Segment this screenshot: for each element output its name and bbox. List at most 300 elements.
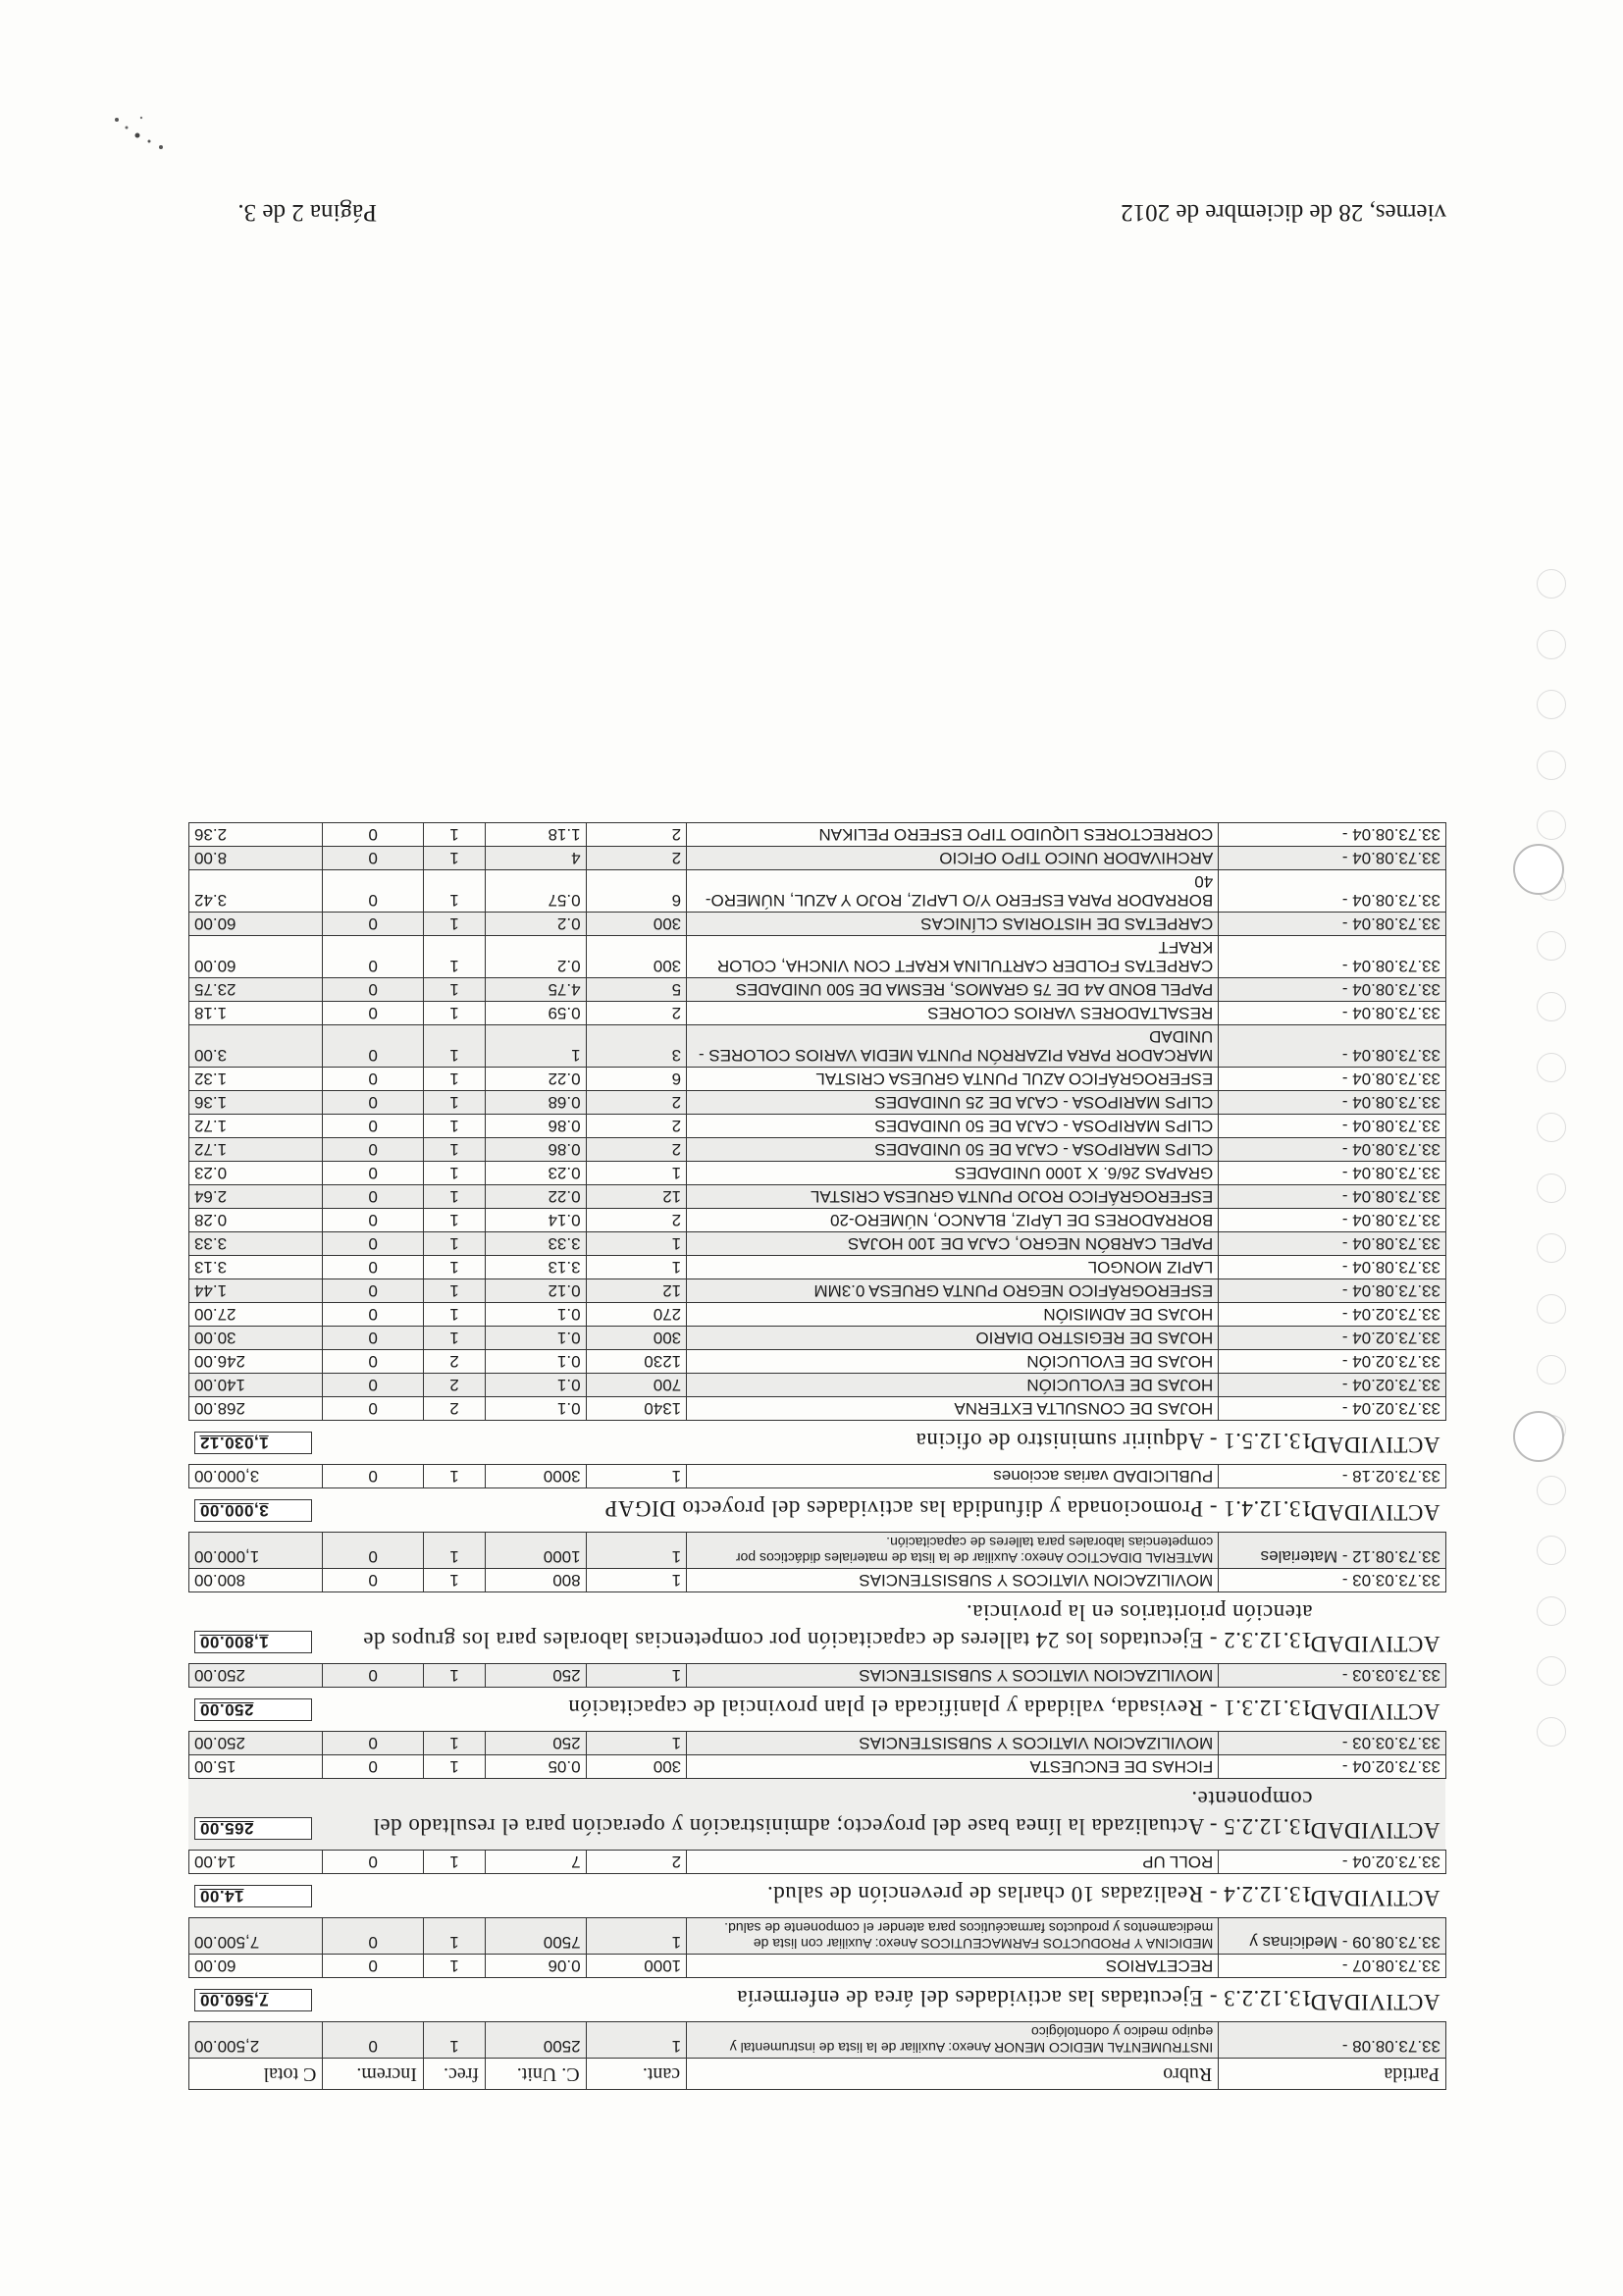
cell-increm: 0 — [323, 1533, 424, 1569]
cell-frec: 1 — [423, 1256, 485, 1279]
cell-ctotal: 250.00 — [189, 1732, 323, 1755]
footer-page-number: Página 2 de 3. — [237, 199, 377, 226]
activity-row — [189, 1488, 1446, 1533]
activity-description: 13.12.2.5 - Actualizada la línea base del proyecto; administración y operación para el resultado del componente. — [372, 1787, 1313, 1839]
table-row — [189, 823, 1446, 847]
cell-ctotal: 246.00 — [189, 1350, 323, 1374]
cell-cant: 12 — [586, 1185, 687, 1209]
cell-partida: 33.73.02.04 - — [1219, 1303, 1446, 1327]
cell-cant: 300 — [586, 1327, 687, 1350]
cell-increm: 0 — [323, 1374, 424, 1397]
cell-rubro: HOJAS DE REGISTRO DIARIO — [687, 1327, 1219, 1350]
cell-increm: 0 — [323, 1569, 424, 1592]
cell-increm: 0 — [323, 1256, 424, 1279]
activity-row — [189, 1592, 1446, 1664]
cell-cant: 1 — [586, 1162, 687, 1185]
cell-increm: 0 — [323, 1732, 424, 1755]
cell-cunit: 800 — [486, 1569, 587, 1592]
cell-rubro: PAPEL BOND A4 DE 75 GRAMOS, RESMA DE 500 UNIDADES — [687, 978, 1219, 1002]
table-row — [189, 1397, 1446, 1421]
cell-cunit: 0.23 — [486, 1162, 587, 1185]
cell-partida: 33.73.03.03 - — [1219, 1569, 1446, 1592]
activity-description: 13.12.5.1 - Adquirir suministro de oficina — [916, 1429, 1313, 1453]
cell-increm: 0 — [323, 1755, 424, 1779]
cell-rubro: RESALTADORES VARIOS COLORES — [687, 1002, 1219, 1025]
table-row — [189, 1279, 1446, 1303]
activity-total: 1,030.12 — [195, 1432, 313, 1454]
cell-cant: 1000 — [586, 1955, 687, 1978]
cell-increm: 0 — [323, 2022, 424, 2059]
activity-cell — [189, 1592, 1446, 1664]
activity-total: 14.00 — [195, 1885, 313, 1907]
cell-cunit: 0.1 — [486, 1374, 587, 1397]
cell-partida: 33.73.02.04 - — [1219, 1350, 1446, 1374]
cell-ctotal: 2,500.00 — [189, 2022, 323, 2059]
table-row — [189, 1115, 1446, 1138]
cell-cunit: 0.05 — [486, 1755, 587, 1779]
cell-rubro: LAPIZ MONGOL — [687, 1256, 1219, 1279]
cell-cunit: 0.57 — [486, 870, 587, 913]
cell-cunit: 250 — [486, 1732, 587, 1755]
cell-increm: 0 — [323, 936, 424, 978]
cell-frec: 2 — [423, 1374, 485, 1397]
cell-rubro: ROLL UP — [687, 1851, 1219, 1874]
binder-ring-marks — [1517, 569, 1566, 1747]
table-row — [189, 1327, 1446, 1350]
table-row — [189, 1569, 1446, 1592]
cell-partida: 33.73.08.04 - — [1219, 1279, 1446, 1303]
cell-cant: 1 — [586, 1918, 687, 1955]
cell-ctotal: 0.28 — [189, 1209, 323, 1232]
activity-cell — [189, 1488, 1446, 1533]
cell-increm: 0 — [323, 1002, 424, 1025]
cell-frec: 1 — [423, 1955, 485, 1978]
cell-partida: 33.73.08.04 - — [1219, 1002, 1446, 1025]
cell-frec: 1 — [423, 1918, 485, 1955]
table-row — [189, 1303, 1446, 1327]
cell-increm: 0 — [323, 870, 424, 913]
cell-frec: 1 — [423, 978, 485, 1002]
cell-ctotal: 8.00 — [189, 847, 323, 870]
cell-cant: 1 — [586, 2022, 687, 2059]
activity-description: 13.12.4.1 - Promocionada y difundida las actividades del proyecto DIGAP — [603, 1496, 1313, 1521]
cell-partida: 33.73.08.04 - — [1219, 1068, 1446, 1091]
cell-rubro: PAPEL CARBÓN NEGRO, CAJA DE 100 HOJAS — [687, 1232, 1219, 1256]
cell-partida: 33.73.08.12 - Materiales — [1219, 1533, 1446, 1569]
table-body — [189, 823, 1446, 2059]
cell-ctotal: 3.33 — [189, 1232, 323, 1256]
cell-frec: 1 — [423, 823, 485, 847]
table-row — [189, 1664, 1446, 1688]
cell-rubro: MEDICINA Y PRODUCTOS FARMACEUTICOS Anexo: Auxiliar con lista de medicamentos y productos farmacéuticos para atender el componente de salud. — [687, 1918, 1219, 1955]
cell-rubro: BORRADOR PARA ESFERO Y/O LAPIZ, ROJO Y AZUL, NÚMERO-40 — [687, 870, 1219, 913]
cell-frec: 1 — [423, 1851, 485, 1874]
cell-cant: 2 — [586, 1851, 687, 1874]
cell-cunit: 1000 — [486, 1533, 587, 1569]
cell-partida: 33.73.03.03 - — [1219, 1664, 1446, 1688]
punch-hole-bottom — [1513, 844, 1564, 895]
cell-partida: 33.73.08.09 - Medicinas y — [1219, 1918, 1446, 1955]
cell-increm: 0 — [323, 1303, 424, 1327]
cell-frec: 1 — [423, 936, 485, 978]
cell-increm: 0 — [323, 847, 424, 870]
cell-increm: 0 — [323, 1465, 424, 1488]
cell-ctotal: 14.00 — [189, 1851, 323, 1874]
cell-cunit: 0.68 — [486, 1091, 587, 1115]
activity-description: 13.12.2.4 - Realizadas 10 charlas de prevención de salud. — [766, 1882, 1313, 1906]
cell-rubro: MARCADOR PARA PIZARRÓN PUNTA MEDIA VARIOS COLORES - UNIDAD — [687, 1025, 1219, 1068]
cell-cunit: 0.86 — [486, 1138, 587, 1162]
cell-cant: 2 — [586, 823, 687, 847]
table-row — [189, 1256, 1446, 1279]
cell-partida: 33.73.08.04 - — [1219, 1232, 1446, 1256]
cell-partida: 33.73.02.04 - — [1219, 1327, 1446, 1350]
cell-ctotal: 2.36 — [189, 823, 323, 847]
cell-partida: 33.73.02.04 - — [1219, 1755, 1446, 1779]
cell-increm: 0 — [323, 1115, 424, 1138]
cell-rubro: GRAPAS 26/6. X 1000 UNIDADES — [687, 1162, 1219, 1185]
cell-rubro: ARCHIVADOR UNICO TIPO OFICIO — [687, 847, 1219, 870]
header-cunit: C. Unit. — [486, 2059, 587, 2090]
activity-cell — [189, 1978, 1446, 2022]
cell-frec: 1 — [423, 1068, 485, 1091]
table-row — [189, 870, 1446, 913]
cell-frec: 1 — [423, 1303, 485, 1327]
cell-ctotal: 60.00 — [189, 913, 323, 936]
cell-frec: 1 — [423, 1465, 485, 1488]
cell-rubro: CLIPS MARIPOSA - CAJA DE 50 UNIDADES — [687, 1115, 1219, 1138]
cell-partida: 33.73.08.04 - — [1219, 1115, 1446, 1138]
cell-increm: 0 — [323, 1138, 424, 1162]
cell-increm: 0 — [323, 1664, 424, 1688]
cell-increm: 0 — [323, 1162, 424, 1185]
cell-ctotal: 15.00 — [189, 1755, 323, 1779]
cell-increm: 0 — [323, 1025, 424, 1068]
cell-ctotal: 0.23 — [189, 1162, 323, 1185]
cell-partida: 33.73.08.04 - — [1219, 1256, 1446, 1279]
cell-frec: 1 — [423, 1091, 485, 1115]
cell-partida: 33.73.08.04 - — [1219, 936, 1446, 978]
cell-cant: 2 — [586, 847, 687, 870]
activity-total: 3,000.00 — [195, 1499, 313, 1522]
cell-ctotal: 23.75 — [189, 978, 323, 1002]
table-row — [189, 978, 1446, 1002]
cell-cant: 1 — [586, 1465, 687, 1488]
cell-ctotal: 1.32 — [189, 1068, 323, 1091]
cell-cunit: 3.13 — [486, 1256, 587, 1279]
activity-label: ACTIVIDAD: — [1303, 1990, 1440, 2014]
cell-ctotal: 1.72 — [189, 1138, 323, 1162]
activity-label: ACTIVIDAD: — [1303, 1699, 1440, 1724]
cell-partida: 33.73.03.03 - — [1219, 1732, 1446, 1755]
cell-increm: 0 — [323, 1955, 424, 1978]
cell-ctotal: 3.00 — [189, 1025, 323, 1068]
cell-increm: 0 — [323, 1091, 424, 1115]
cell-partida: 33.73.02.18 - — [1219, 1465, 1446, 1488]
cell-rubro: MATERIAL DIDACTICO Anexo: Auxiliar de la lista de materiales didácticos por competencias laborales para talleres de capacitación. — [687, 1533, 1219, 1569]
cell-cunit: 3000 — [486, 1465, 587, 1488]
cell-cunit: 0.22 — [486, 1068, 587, 1091]
cell-frec: 1 — [423, 1327, 485, 1350]
footer-date: viernes, 28 de diciembre de 2012 — [1121, 199, 1446, 226]
cell-increm: 0 — [323, 1185, 424, 1209]
cell-ctotal: 7,500.00 — [189, 1918, 323, 1955]
cell-cunit: 0.2 — [486, 913, 587, 936]
cell-cunit: 7 — [486, 1851, 587, 1874]
cell-frec: 2 — [423, 1397, 485, 1421]
table-row — [189, 936, 1446, 978]
table-row — [189, 913, 1446, 936]
cell-ctotal: 60.00 — [189, 936, 323, 978]
cell-cant: 270 — [586, 1303, 687, 1327]
table-row — [189, 1232, 1446, 1256]
activity-cell — [189, 1779, 1446, 1851]
cell-partida: 33.73.08.04 - — [1219, 1138, 1446, 1162]
activity-label: ACTIVIDAD: — [1303, 1818, 1440, 1843]
cell-cunit: 7500 — [486, 1918, 587, 1955]
cell-rubro: MOVILIZACION VIATICOS Y SUBSISTENCIAS — [687, 1569, 1219, 1592]
cell-cant: 12 — [586, 1279, 687, 1303]
cell-frec: 1 — [423, 870, 485, 913]
activity-row — [189, 1688, 1446, 1732]
cell-frec: 1 — [423, 1138, 485, 1162]
header-ctotal: C total — [189, 2059, 323, 2090]
cell-ctotal: 3,000.00 — [189, 1465, 323, 1488]
cell-cant: 300 — [586, 913, 687, 936]
cell-partida: 33.73.08.04 - — [1219, 823, 1446, 847]
cell-cant: 1 — [586, 1232, 687, 1256]
cell-ctotal: 250.00 — [189, 1664, 323, 1688]
cell-cant: 2 — [586, 1002, 687, 1025]
table-row — [189, 1185, 1446, 1209]
cell-ctotal: 1.72 — [189, 1115, 323, 1138]
cell-rubro: HOJAS DE CONSULTA EXTERNA — [687, 1397, 1219, 1421]
cell-ctotal: 3.42 — [189, 870, 323, 913]
cell-increm: 0 — [323, 1327, 424, 1350]
cell-frec: 1 — [423, 1025, 485, 1068]
activity-cell — [189, 1421, 1446, 1465]
table-row — [189, 847, 1446, 870]
cell-frec: 1 — [423, 1162, 485, 1185]
cell-cunit: 4.75 — [486, 978, 587, 1002]
cell-ctotal: 3.13 — [189, 1256, 323, 1279]
cell-partida: 33.73.08.04 - — [1219, 978, 1446, 1002]
table-row — [189, 1162, 1446, 1185]
table-row — [189, 1955, 1446, 1978]
cell-cant: 1340 — [586, 1397, 687, 1421]
cell-cant: 300 — [586, 936, 687, 978]
cell-frec: 1 — [423, 1732, 485, 1755]
cell-cunit: 0.1 — [486, 1350, 587, 1374]
cell-frec: 1 — [423, 1115, 485, 1138]
cell-increm: 0 — [323, 1232, 424, 1256]
cell-ctotal: 1.44 — [189, 1279, 323, 1303]
cell-cant: 1230 — [586, 1350, 687, 1374]
cell-rubro: CLIPS MARIPOSA - CAJA DE 25 UNIDADES — [687, 1091, 1219, 1115]
cell-ctotal: 27.00 — [189, 1303, 323, 1327]
cell-frec: 1 — [423, 1185, 485, 1209]
activity-row — [189, 1779, 1446, 1851]
cell-cant: 3 — [586, 1025, 687, 1068]
table-row — [189, 1465, 1446, 1488]
cell-increm: 0 — [323, 1068, 424, 1091]
cell-frec: 1 — [423, 847, 485, 870]
cell-rubro: CARPETAS DE HISTORIAS CLÍNICAS — [687, 913, 1219, 936]
cell-rubro: CORRECTORES LIQUIDO TIPO ESFERO PELIKAN — [687, 823, 1219, 847]
cell-frec: 1 — [423, 1569, 485, 1592]
activity-cell — [189, 1874, 1446, 1918]
cell-rubro: PUBLICIDAD varias acciones — [687, 1465, 1219, 1488]
table-row — [189, 1533, 1446, 1569]
cell-increm: 0 — [323, 1279, 424, 1303]
cell-ctotal: 30.00 — [189, 1327, 323, 1350]
table-row — [189, 1209, 1446, 1232]
table-row — [189, 1732, 1446, 1755]
header-frec: frec. — [423, 2059, 485, 2090]
cell-cant: 1 — [586, 1664, 687, 1688]
cell-rubro: INSTRUMENTAL MEDICO MENOR Anexo: Auxiliar de la lista de instrumental y equipo medico y odontológico — [687, 2022, 1219, 2059]
cell-ctotal: 2.64 — [189, 1185, 323, 1209]
table-row — [189, 1851, 1446, 1874]
activity-description: 13.12.2.3 - Ejecutadas las actividades del área de enfermería — [736, 1986, 1313, 2010]
activity-row — [189, 1874, 1446, 1918]
cell-cant: 5 — [586, 978, 687, 1002]
cell-partida: 33.73.08.04 - — [1219, 1185, 1446, 1209]
cell-increm: 0 — [323, 913, 424, 936]
cell-cunit: 0.12 — [486, 1279, 587, 1303]
table-row — [189, 1138, 1446, 1162]
cell-rubro: FICHAS DE ENCUESTA — [687, 1755, 1219, 1779]
cell-frec: 1 — [423, 1232, 485, 1256]
cell-increm: 0 — [323, 1918, 424, 1955]
cell-cunit: 1 — [486, 1025, 587, 1068]
cell-ctotal: 1.36 — [189, 1091, 323, 1115]
cell-cunit: 0.1 — [486, 1327, 587, 1350]
cell-frec: 1 — [423, 1002, 485, 1025]
table-row — [189, 1374, 1446, 1397]
cell-partida: 33.73.08.04 - — [1219, 1162, 1446, 1185]
cell-frec: 1 — [423, 1279, 485, 1303]
activity-description: 13.12.3.1 - Revisada, validada y planificada el plan provincial de capacitación — [567, 1696, 1313, 1720]
cell-partida: 33.73.08.04 - — [1219, 847, 1446, 870]
cell-cunit: 250 — [486, 1664, 587, 1688]
cell-frec: 1 — [423, 1664, 485, 1688]
header-partida: Partida — [1219, 2059, 1446, 2090]
cell-cunit: 0.06 — [486, 1955, 587, 1978]
cell-increm: 0 — [323, 1397, 424, 1421]
cell-cunit: 3.33 — [486, 1232, 587, 1256]
cell-frec: 1 — [423, 913, 485, 936]
cell-cant: 6 — [586, 1068, 687, 1091]
table-header-row — [189, 2059, 1446, 2090]
cell-cant: 300 — [586, 1755, 687, 1779]
cell-ctotal: 60.00 — [189, 1955, 323, 1978]
cell-cant: 1 — [586, 1256, 687, 1279]
cell-rubro: CARPETAS FOLDER CARTULINA KRAFT CON VINCHA, COLOR KRAFT — [687, 936, 1219, 978]
cell-cant: 2 — [586, 1115, 687, 1138]
cell-ctotal: 140.00 — [189, 1374, 323, 1397]
cell-rubro: HOJAS DE EVOLUCIÓN — [687, 1350, 1219, 1374]
cell-cunit: 0.86 — [486, 1115, 587, 1138]
activity-label: ACTIVIDAD: — [1303, 1886, 1440, 1910]
cell-cant: 2 — [586, 1091, 687, 1115]
cell-cant: 2 — [586, 1138, 687, 1162]
activity-total: 250.00 — [195, 1698, 313, 1721]
cell-partida: 33.73.02.04 - — [1219, 1374, 1446, 1397]
activity-total: 1,800.00 — [195, 1631, 313, 1653]
punch-hole-top — [1513, 1411, 1564, 1462]
table-row — [189, 1755, 1446, 1779]
header-rubro: Rubro — [687, 2059, 1219, 2090]
activity-description: 13.12.3.2 - Ejecutados los 24 talleres de capacitación por competencias laborales para los grupos de atención prioritarios en la provincia. — [362, 1600, 1313, 1652]
cell-frec: 1 — [423, 1533, 485, 1569]
cell-rubro: HOJAS DE ADMISIÓN — [687, 1303, 1219, 1327]
cell-ctotal: 1,000.00 — [189, 1533, 323, 1569]
cell-partida: 33.73.08.08 - — [1219, 2022, 1446, 2059]
cell-increm: 0 — [323, 978, 424, 1002]
cell-rubro: ESFEROGRÁFICO NEGRO PUNTA GRUESA 0.3MM — [687, 1279, 1219, 1303]
cell-cunit: 2500 — [486, 2022, 587, 2059]
cell-partida: 33.73.08.04 - — [1219, 1209, 1446, 1232]
table-row — [189, 1002, 1446, 1025]
cell-cant: 1 — [586, 1569, 687, 1592]
cell-frec: 2 — [423, 1350, 485, 1374]
table-row — [189, 2022, 1446, 2059]
budget-table — [188, 822, 1446, 2090]
cell-cant: 1 — [586, 1732, 687, 1755]
cell-rubro: ESFEROGRÁFICO AZUL PUNTA GRUESA CRISTAL — [687, 1068, 1219, 1091]
activity-total: 7,560.00 — [195, 1989, 313, 2011]
table-row — [189, 1918, 1446, 1955]
activity-total: 265.00 — [195, 1817, 313, 1840]
cell-cant: 700 — [586, 1374, 687, 1397]
cell-rubro: HOJAS DE EVOLUCIÓN — [687, 1374, 1219, 1397]
cell-cunit: 0.22 — [486, 1185, 587, 1209]
cell-ctotal: 268.00 — [189, 1397, 323, 1421]
cell-frec: 1 — [423, 1209, 485, 1232]
cell-partida: 33.73.08.04 - — [1219, 870, 1446, 913]
table-row — [189, 1091, 1446, 1115]
cell-rubro: MOVILIZACION VIATICOS Y SUBSISTENCIAS — [687, 1732, 1219, 1755]
cell-increm: 0 — [323, 1209, 424, 1232]
cell-ctotal: 1.18 — [189, 1002, 323, 1025]
cell-ctotal: 800.00 — [189, 1569, 323, 1592]
cell-cant: 1 — [586, 1533, 687, 1569]
cell-cant: 6 — [586, 870, 687, 913]
cell-partida: 33.73.08.04 - — [1219, 913, 1446, 936]
cell-rubro: CLIPS MARIPOSA - CAJA DE 50 UNIDADES — [687, 1138, 1219, 1162]
table-row — [189, 1350, 1446, 1374]
ink-speckles — [102, 98, 171, 157]
cell-increm: 0 — [323, 823, 424, 847]
header-increm: Increm. — [323, 2059, 424, 2090]
activity-label: ACTIVIDAD: — [1303, 1632, 1440, 1656]
cell-partida: 33.73.02.04 - — [1219, 1851, 1446, 1874]
table-row — [189, 1068, 1446, 1091]
table-row — [189, 1025, 1446, 1068]
activity-row — [189, 1978, 1446, 2022]
cell-cunit: 4 — [486, 847, 587, 870]
cell-cunit: 0.1 — [486, 1303, 587, 1327]
cell-partida: 33.73.02.04 - — [1219, 1397, 1446, 1421]
cell-partida: 33.73.08.07 - — [1219, 1955, 1446, 1978]
activity-label: ACTIVIDAD: — [1303, 1433, 1440, 1457]
cell-rubro: BORRADORES DE LÁPIZ, BLANCO, NÚMERO-20 — [687, 1209, 1219, 1232]
cell-rubro: MOVILIZACION VIATICOS Y SUBSISTENCIAS — [687, 1664, 1219, 1688]
cell-cunit: 0.14 — [486, 1209, 587, 1232]
cell-frec: 1 — [423, 2022, 485, 2059]
activity-label: ACTIVIDAD: — [1303, 1500, 1440, 1525]
